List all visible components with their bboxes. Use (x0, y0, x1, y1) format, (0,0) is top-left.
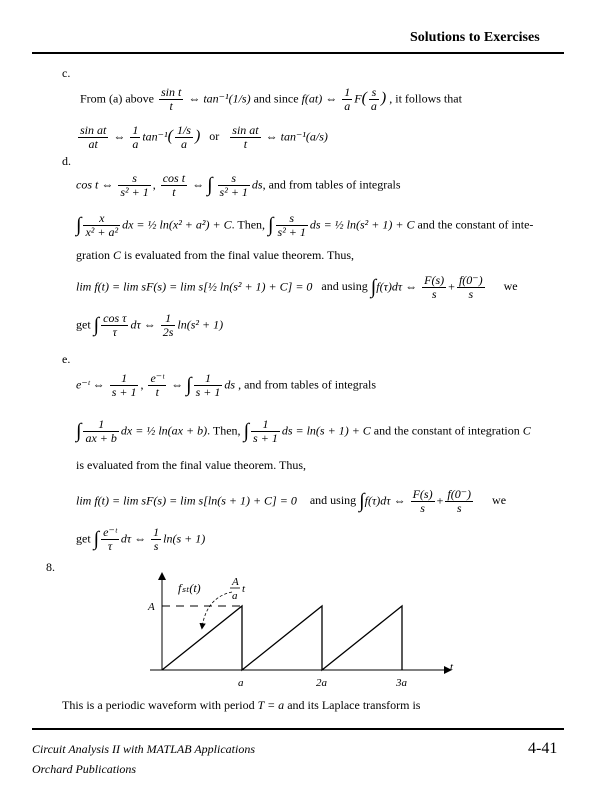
d-line1: cos t ⇔ $\frac{s}{\text{s² + 1}}$ , $\frac{\text{cos t}}{t}$ ⇔ ∫ $\frac{s}{\text{s² + 1}}$ ds, and from tables of integrals (76, 171, 401, 199)
d-line1-text: , and from tables of integrals (262, 177, 401, 192)
c-l2-right-den: t (243, 137, 248, 151)
e-l2-den: ax + b (85, 431, 117, 445)
e-frac2-den: t (155, 385, 159, 399)
c-l2-1s-a (175, 124, 193, 151)
d-l2-den2: s² + 1 (277, 225, 306, 239)
d-l5-rhs-num: 1 (161, 312, 176, 326)
d-l5-eq: dτ ⇔ (130, 317, 156, 332)
d-l2-then: . Then, (231, 217, 266, 232)
c-l2-1a-den: a (132, 137, 139, 151)
e-l5-rhs-frac (151, 526, 161, 553)
d-frac3 (218, 172, 250, 199)
header-rule (32, 52, 564, 54)
c-1a-den: a (344, 99, 351, 113)
d-l4-we: we (503, 279, 518, 294)
e-frac3-den: s + 1 (195, 385, 221, 399)
label-d: d. (62, 154, 71, 168)
d-frac1-num: s (118, 172, 150, 186)
d-l2-frac (83, 212, 120, 239)
c-F: F (354, 91, 362, 106)
d-l2-den: x² + a² (85, 225, 119, 239)
e-l4-lim: lim f(t) = lim sF(s) = lim s[ln(s + 1) + C] = 0 (76, 493, 297, 508)
c-l2-right: ⇔ tan⁻¹(a/s) (265, 129, 328, 144)
e-line4: lim f(t) = lim sF(s) = lim s[ln(s + 1) + C] = 0 and using ∫f(τ)dτ ⇔ $\frac{F(s)}{s}$ + $\frac{f(0^-)}{s}$ we (76, 487, 507, 515)
e-line2: ∫ $\frac{1}{ax + b}$ dx = ½ ln(ax + b). Then, ∫ $\frac{1}{s + 1}$ ds = ln(s + 1) + C and the constant of integration C (76, 417, 531, 445)
c-sin-num: sin t (160, 85, 182, 99)
d-l4-int: f(τ)dτ ⇔ (376, 279, 418, 294)
e-line1-text: , and from tables of integrals (238, 377, 377, 392)
tick-2a: 2a (316, 677, 327, 689)
c-l2-iff: ⇔ (113, 129, 126, 144)
d-ds: ds (251, 177, 263, 192)
e-l2-num: 1 (83, 418, 118, 432)
d-l2-tail: and the constant of inte- (417, 217, 534, 232)
footer-rule (32, 728, 564, 730)
d-l2-eq: dx = ½ ln(x² + a²) + C (122, 217, 232, 232)
c-l2-1a (130, 124, 140, 151)
label-c: c. (62, 66, 71, 80)
e-l4-using: and using (309, 493, 357, 508)
e-l5-frac (101, 526, 119, 553)
axis-label-A: A (148, 601, 155, 613)
c-line1-post: , it follows that (389, 91, 462, 106)
d-l5-rhs-frac (161, 312, 176, 339)
c-l2-right-num: sin at (232, 123, 259, 137)
d-cos: cos t ⇔ (76, 177, 114, 192)
e-line3: is evaluated from the final value theorem. Thus, (76, 458, 307, 472)
c-sa-num: s (369, 86, 379, 100)
d-l5-den: τ (112, 325, 117, 339)
c-1a-num: 1 (344, 85, 351, 99)
e-lhs: e⁻ᵗ ⇔ (76, 377, 105, 392)
d-frac2-den: t (172, 185, 176, 199)
e-l5-num: e⁻ᵗ (103, 525, 117, 539)
e-frac1-den: s + 1 (111, 385, 137, 399)
d-frac1-den: s² + 1 (120, 185, 149, 199)
c-fat: f(at) ⇔ (301, 91, 338, 106)
q8-caption-post: and its Laplace transform is (287, 698, 421, 712)
e-l5-rhs-den: s (153, 539, 159, 553)
d-l5-num: cos τ (103, 311, 127, 325)
axis-label-t: t (450, 661, 454, 673)
d-l2-frac2 (276, 212, 308, 239)
e-l4-int: f(τ)dτ ⇔ (364, 493, 406, 508)
c-1-over-a (342, 86, 352, 113)
e-frac2 (148, 372, 166, 399)
sawtooth-figure (140, 570, 470, 690)
d-integral-sign: ∫ (207, 174, 213, 196)
e-l2-eq: dx = ½ ln(ax + b) (120, 423, 208, 438)
label-arrow (202, 592, 232, 628)
e-l2-den2: s + 1 (253, 431, 278, 445)
footer-page-number: 4-41 (528, 740, 558, 757)
c-l2-num: sin at (80, 123, 107, 137)
d-l2-num: x (83, 212, 120, 226)
tick-a: a (238, 677, 244, 689)
c-l2-1s-den: a (180, 137, 187, 151)
tick-3a: 3a (396, 677, 407, 689)
e-line1: e⁻ᵗ ⇔ $\frac{1}{s + 1}$ , $\frac{\text{e⁻ᵗ}}{t}$ ⇔ ∫ $\frac{1}{s + 1}$ ds , and from tables of integrals (76, 371, 377, 399)
e-l2-eq2: ds = ln(s + 1) + C (281, 423, 371, 438)
d-frac1 (118, 172, 150, 199)
d-frac2 (161, 172, 187, 199)
d-l2-eq2: ds = ½ ln(s² + 1) + C (309, 217, 415, 232)
footer-publisher: Orchard Publications (32, 762, 137, 776)
c-s-over-a (369, 86, 379, 113)
e-frac3-num: 1 (194, 372, 223, 386)
c-sin-den: t (169, 99, 173, 113)
c-line2: $\frac{\text{sin at}}{at}$ ⇔ $\frac{1}{a}$ tan⁻¹( $\frac{1/s}{a}$ ) or $\frac{\text{sin at}}{t}$ ⇔ tan⁻¹(a/s) (80, 123, 328, 151)
footer-book-title: Circuit Analysis II with MATLAB Applications (32, 742, 256, 756)
d-frac2-num: cos t (162, 171, 186, 185)
d-frac3-num: s (218, 172, 250, 186)
e-frac3 (194, 372, 223, 399)
d-line4: lim f(t) = lim sF(s) = lim s[½ ln(s² + 1) + C] = 0 and using ∫f(τ)dτ ⇔ $\frac{F(s)}{s}$ + $\frac{f(0^-)}{s}$ we (76, 273, 518, 301)
d-l4-lim: lim f(t) = lim sF(s) = lim s[½ ln(s² + 1) + C] = 0 (76, 279, 313, 294)
e-l2-tail: and the constant of integration (373, 423, 520, 438)
fig-label-t: t (242, 583, 246, 595)
e-line5: get ∫ $\frac{\text{e⁻ᵗ}}{\tau}$ dτ ⇔ $\frac{1}{s}$ ln(s + 1) (76, 525, 206, 553)
d-l5-frac (101, 312, 128, 339)
c-line1: From (a) above $\frac{\text{sin t}}{t}$ ⇔ tan⁻¹(1/s) and since f(at) ⇔ $\frac{1}{a}$ F( $\frac{s}{a}$ ) , it follows that (80, 85, 462, 113)
fig-label-a: a (232, 590, 238, 602)
c-l2-1a-num: 1 (132, 123, 139, 137)
e-l5-den: τ (107, 539, 113, 553)
e-l4-we: we (492, 493, 507, 508)
d-l3-tail: is evaluated from the final value theorem. Thus, (124, 248, 355, 262)
c-sa-den: a (370, 99, 377, 113)
d-line3 (76, 248, 354, 263)
d-l5-rhs: ln(s² + 1) (177, 317, 224, 332)
q8-caption-T: T = a (257, 698, 285, 712)
c-l2-atan: tan⁻¹ (142, 129, 168, 144)
q8-caption-pre: This is a periodic waveform with period (62, 698, 255, 712)
e-l2-frac (83, 418, 118, 445)
c-l2-1s: 1/s (176, 123, 191, 137)
c-atan: ⇔ tan⁻¹(1/s) (188, 91, 251, 106)
e-l2-C: C (522, 423, 531, 438)
c-l2-frac (78, 124, 108, 151)
e-l2-then: . Then, (207, 423, 241, 438)
c-l2-or: or (209, 129, 220, 144)
e-l5-rhs: ln(s + 1) (163, 531, 206, 546)
fig-label-A: A (232, 576, 239, 588)
q8-caption (62, 698, 420, 713)
d-l4-using: and using (321, 279, 368, 294)
c-l2-right-frac (230, 124, 260, 151)
e-l2-num2: 1 (251, 418, 280, 432)
d-l3-C: C (113, 248, 122, 262)
e-frac1-num: 1 (110, 372, 139, 386)
d-l5-get: get (76, 317, 91, 332)
d-l3-text: gration (76, 248, 110, 262)
c-l2-den: at (88, 137, 98, 151)
d-l5-rhs-den: 2s (162, 325, 174, 339)
d-line5: get ∫ $\frac{\text{cos τ}}{\tau}$ dτ ⇔ $\frac{1}{2s}$ ln(s² + 1) (76, 311, 224, 339)
c-sin-frac (159, 86, 183, 113)
fig-label-fst: fₛₜ(t) (178, 581, 201, 595)
e-frac2-num: e⁻ᵗ (150, 371, 165, 385)
sawtooth-wave (162, 606, 402, 670)
e-l5-rhs-num: 1 (153, 525, 160, 539)
c-line1-pre: From (a) above (80, 91, 154, 106)
label-8: 8. (46, 560, 55, 574)
label-e: e. (62, 352, 71, 366)
d-line2: ∫ $\frac{x}{\text{x² + a²}}$ dx = ½ ln(x² + a²) + C. Then, ∫ $\frac{s}{\text{s² + 1}}$ ds = ½ ln(s² + 1) + C and the constant of inte- (76, 211, 534, 239)
e-ds: ds (224, 377, 236, 392)
e-l2-frac2 (251, 418, 280, 445)
c-line1-mid: and since (253, 91, 299, 106)
e-l5-eq: dτ ⇔ (120, 531, 147, 546)
page-header-title: Solutions to Exercises (410, 30, 540, 45)
d-frac3-den: s² + 1 (219, 185, 248, 199)
e-l5-get: get (76, 531, 91, 546)
d-l2-num2: s (276, 212, 308, 226)
e-frac1 (110, 372, 139, 399)
